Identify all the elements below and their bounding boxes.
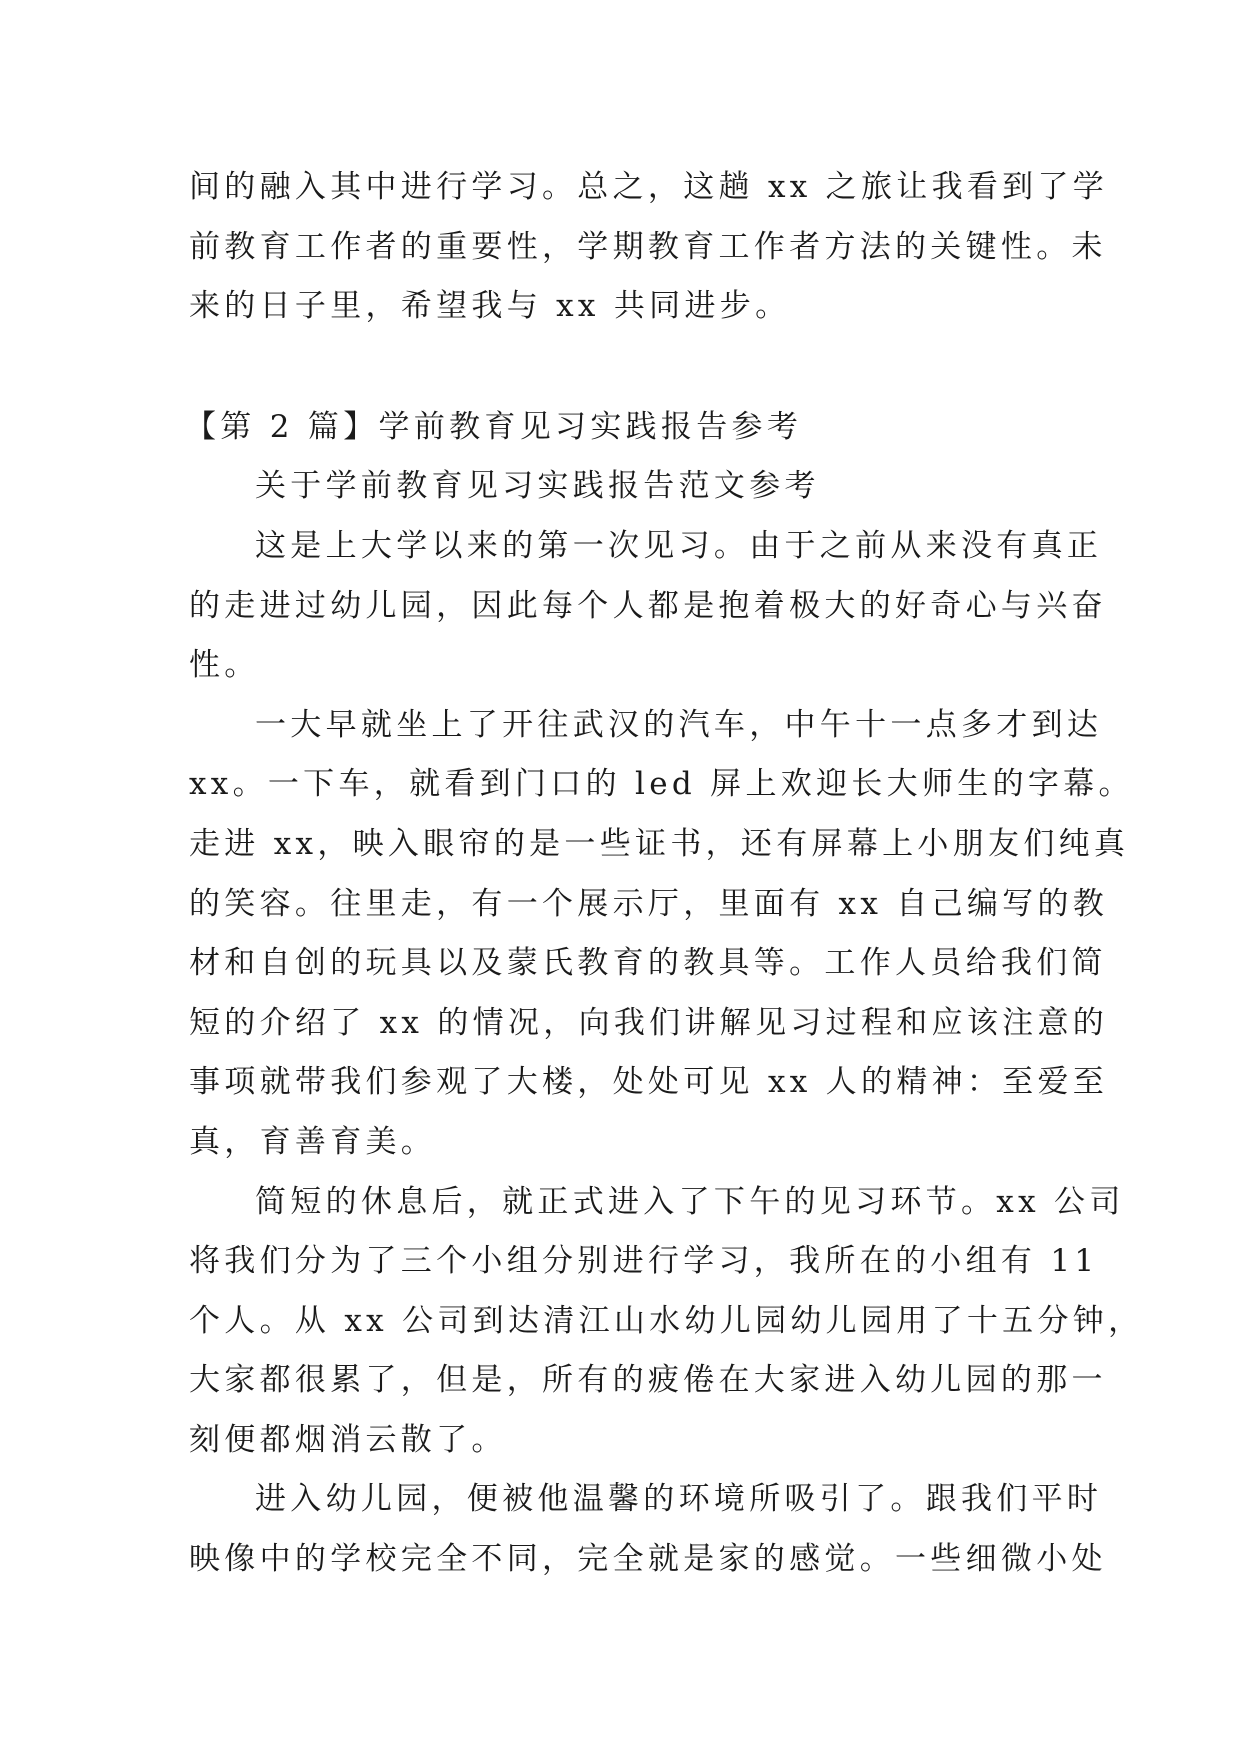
text-line: 走进 xx，映入眼帘的是一些证书，还有屏幕上小朋友们纯真 (189, 825, 1130, 862)
text-line: 短的介绍了 xx 的情况，向我们讲解见习过程和应该注意的 (189, 1004, 1109, 1041)
text-line: 真，育善育美。 (189, 1123, 437, 1160)
text-line: 来的日子里，希望我与 xx 共同进步。 (189, 288, 791, 325)
subtitle-paragraph (189, 457, 1069, 517)
body-paragraph-2 (189, 696, 1134, 1173)
text-line: 前教育工作者的重要性，学期教育工作者方法的关键性。未 (189, 228, 1107, 265)
document-body (185, 158, 1144, 1590)
text-line: 个人。从 xx 公司到达清江山水幼儿园幼儿园用了十五分钟， (189, 1302, 1144, 1339)
body-paragraph-1 (189, 517, 1107, 696)
text-line: 简短的休息后，就正式进入了下午的见习环节。xx 公司 (255, 1183, 1125, 1220)
text-line: 材和自创的玩具以及蒙氏教育的教具等。工作人员给我们简 (189, 945, 1107, 982)
text-line: 大家都很累了，但是，所有的疲倦在大家进入幼儿园的那一 (189, 1362, 1107, 1399)
text-line: 事项就带我们参观了大楼，处处可见 xx 人的精神：至爱至 (189, 1064, 1109, 1101)
body-paragraph-4 (189, 1470, 1107, 1589)
text-line: 将我们分为了三个小组分别进行学习，我所在的小组有 11 (189, 1243, 1099, 1280)
intro-paragraph (189, 158, 1109, 337)
text-line: xx。一下车，就看到门口的 led 屏上欢迎长大师生的字幕。 (189, 766, 1134, 803)
text-line: 的笑容。往里走，有一个展示厅，里面有 xx 自己编写的教 (189, 885, 1109, 922)
paragraph-gap (189, 337, 1069, 398)
body-paragraph-3 (189, 1173, 1144, 1471)
text-line: 进入幼儿园，便被他温馨的环境所吸引了。跟我们平时 (255, 1481, 1103, 1518)
subtitle: 关于学前教育见习实践报告范文参考 (255, 468, 820, 505)
text-line: 间的融入其中进行学习。总之，这趟 xx 之旅让我看到了学 (189, 169, 1109, 205)
section-heading: 【第 2 篇】学前教育见习实践报告参考 (185, 408, 803, 445)
text-line: 刻便都烟消云散了。 (189, 1421, 507, 1458)
text-line: 性。 (189, 647, 260, 684)
text-line: 这是上大学以来的第一次见习。由于之前从来没有真正 (255, 527, 1103, 564)
text-line: 的走进过幼儿园，因此每个人都是抱着极大的好奇心与兴奋 (189, 587, 1107, 624)
text-line: 一大早就坐上了开往武汉的汽车，中午十一点多才到达 (255, 706, 1103, 743)
text-line: 映像中的学校完全不同，完全就是家的感觉。一些细微小处 (189, 1541, 1107, 1578)
